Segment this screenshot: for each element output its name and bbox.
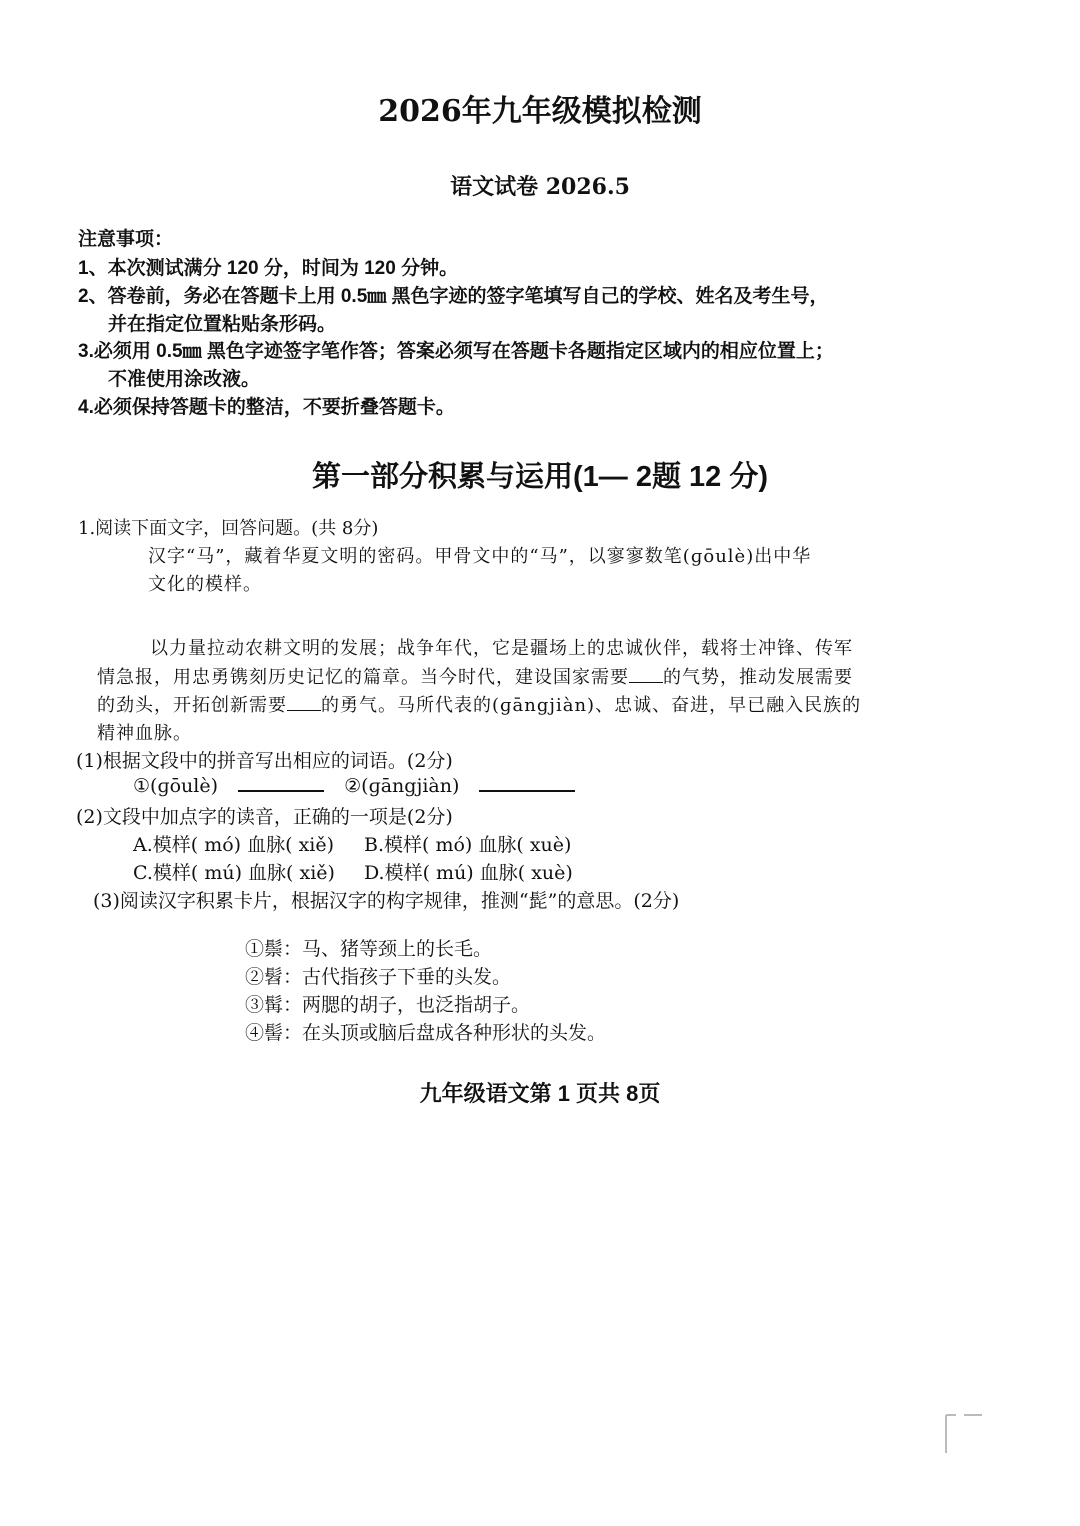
scan-corner-mark (944, 1413, 982, 1453)
notice-item-3: 3.必须用 0.5㎜ 黑色字迹签字笔作答；答案必须写在答题卡各题指定区域内的相应位置上； (78, 341, 834, 362)
notice-item-1: 1、本次测试满分 120 分，时间为 120 分钟。 (78, 258, 459, 279)
passage-2-line-4: 精神血脉。 (97, 723, 192, 744)
exam-subtitle: 语文试卷 2026.5 (450, 174, 630, 200)
passage-2-line-1: 以力量拉动农耕文明的发展；战争年代，它是疆场上的忠诚伙伴，载将士冲锋、传军 (150, 638, 853, 659)
page-footer: 九年级语文第 1 页共 8页 (419, 1081, 661, 1106)
answer-blank-a (238, 774, 324, 792)
sub-question-1-answers (133, 774, 575, 797)
sub-question-2-stem: (2)文段中加点字的读音，正确的一项是(2分) (76, 806, 453, 828)
sub-question-1-stem: (1)根据文段中的拼音写出相应的词语。(2分) (76, 750, 453, 772)
exam-title: 2026年九年级模拟检测 (378, 94, 702, 129)
notice-item-4: 4.必须保持答题卡的整洁，不要折叠答题卡。 (78, 397, 455, 418)
sub-question-3-stem: (3)阅读汉字积累卡片，根据汉字的构字规律，推测“髭”的意思。(2分) (93, 890, 680, 912)
fill-blank-1 (629, 666, 663, 683)
passage-2-line-2-b: 的气势，推动发展需要 (663, 667, 853, 688)
card-item-1: ①鬃：马、猪等颈上的长毛。 (245, 938, 493, 960)
question-1-stem: 1.阅读下面文字，回答问题。(共 8分) (78, 518, 379, 539)
passage-1-line-1: 汉字“马”，藏着华夏文明的密码。甲骨文中的“马”，以寥寥数笔(ɡōulè)出中华 (148, 546, 812, 567)
fill-blank-2 (287, 694, 321, 711)
card-item-4: ④髻：在头顶或脑后盘成各种形状的头发。 (245, 1022, 607, 1044)
option-d: D.模样( mú) 血脉( xuè) (364, 862, 573, 884)
passage-1-line-2: 文化的模样。 (148, 574, 262, 595)
option-b: B.模样( mó) 血脉( xuè) (364, 834, 572, 856)
notice-item-2-cont: 并在指定位置粘贴条形码。 (108, 314, 337, 335)
pinyin-item-a: ①(ɡōulè) (133, 775, 219, 797)
notice-item-2: 2、答卷前，务必在答题卡上用 0.5㎜ 黑色字迹的签字笔填写自己的学校、姓名及考生号， (78, 286, 829, 307)
passage-2-line-2 (97, 663, 853, 689)
passage-2-line-3 (97, 691, 861, 717)
answer-blank-b (479, 774, 575, 792)
notice-heading: 注意事项： (78, 229, 174, 250)
section-heading: 第一部分积累与运用(1— 2题 12 分) (311, 461, 768, 493)
option-c: C.模样( mú) 血脉( xiě) (133, 862, 335, 884)
card-item-3: ③髯：两腮的胡子，也泛指胡子。 (245, 994, 531, 1016)
passage-2-line-3-a: 的劲头，开拓创新需要 (97, 695, 287, 716)
notice-item-3-cont: 不准使用涂改液。 (108, 369, 261, 390)
passage-2-line-3-b: 的勇气。马所代表的(ɡāngjiàn)、忠诚、奋进，早已融入民族的 (321, 695, 862, 716)
card-item-2: ②髫：古代指孩子下垂的头发。 (245, 966, 512, 988)
passage-2-line-2-a: 情急报，用忠勇镌刻历史记忆的篇章。当今时代，建设国家需要 (97, 667, 629, 688)
pinyin-item-b: ②(ɡāngjiàn) (344, 775, 460, 797)
option-a: A.模样( mó) 血脉( xiě) (133, 834, 335, 856)
